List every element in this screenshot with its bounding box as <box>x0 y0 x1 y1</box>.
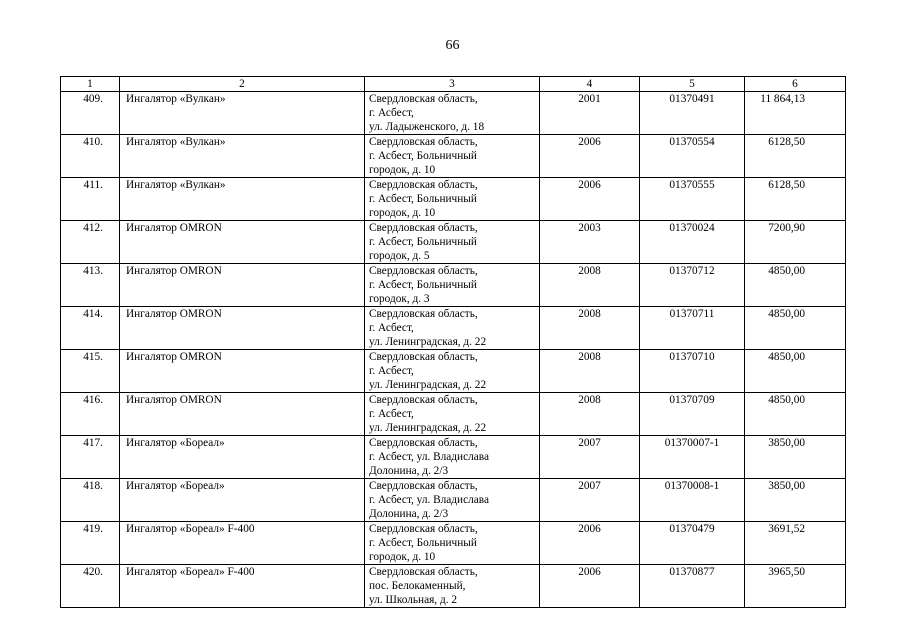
address-line: Долонина, д. 2/3 <box>369 465 449 477</box>
inventory-number-cell: 01370877 <box>640 565 745 608</box>
address-line: Свердловская область, <box>369 265 478 277</box>
row-number-cell: 412. <box>61 221 120 264</box>
cost-cell: 4850,00 <box>745 264 846 307</box>
address-line: г. Асбест, Больничный <box>369 279 477 291</box>
table-row <box>61 221 846 264</box>
address-line: ул. Ладыженского, д. 18 <box>369 121 485 133</box>
year-cell: 2008 <box>540 264 640 307</box>
cost-cell: 4850,00 <box>745 350 846 393</box>
address-line: ул. Ленинградская, д. 22 <box>369 336 487 348</box>
row-number-cell: 420. <box>61 565 120 608</box>
address-cell <box>365 393 540 436</box>
row-number-cell: 418. <box>61 479 120 522</box>
address-line: г. Асбест, <box>369 322 414 334</box>
column-header: 6 <box>745 77 846 92</box>
address-line: городок, д. 3 <box>369 293 430 305</box>
cost-cell: 7200,90 <box>745 221 846 264</box>
year-cell: 2007 <box>540 479 640 522</box>
table-row <box>61 522 846 565</box>
address-line: Свердловская область, <box>369 93 478 105</box>
inventory-number-cell: 01370709 <box>640 393 745 436</box>
row-number-cell: 414. <box>61 307 120 350</box>
address-cell <box>365 178 540 221</box>
year-cell: 2006 <box>540 135 640 178</box>
address-cell <box>365 307 540 350</box>
table-row <box>61 178 846 221</box>
column-header: 5 <box>640 77 745 92</box>
table-row <box>61 479 846 522</box>
inventory-number-cell: 01370008-1 <box>640 479 745 522</box>
address-cell <box>365 221 540 264</box>
address-cell <box>365 479 540 522</box>
address-line: Долонина, д. 2/3 <box>369 508 449 520</box>
address-line: Свердловская область, <box>369 179 478 191</box>
year-cell: 2003 <box>540 221 640 264</box>
address-line: городок, д. 10 <box>369 164 436 176</box>
row-number-cell: 409. <box>61 92 120 135</box>
address-line: Свердловская область, <box>369 308 478 320</box>
address-cell <box>365 565 540 608</box>
address-cell <box>365 350 540 393</box>
address-line: ул. Ленинградская, д. 22 <box>369 379 487 391</box>
cost-cell: 3850,00 <box>745 479 846 522</box>
item-name-cell: Ингалятор «Вулкан» <box>120 135 365 178</box>
year-cell: 2006 <box>540 178 640 221</box>
inventory-number-cell: 01370491 <box>640 92 745 135</box>
inventory-number-cell: 01370710 <box>640 350 745 393</box>
item-name-cell: Ингалятор OMRON <box>120 350 365 393</box>
year-cell: 2007 <box>540 436 640 479</box>
cost-cell: 6128,50 <box>745 135 846 178</box>
address-line: Свердловская область, <box>369 394 478 406</box>
address-cell <box>365 522 540 565</box>
address-line: Свердловская область, <box>369 480 478 492</box>
inventory-number-cell: 01370479 <box>640 522 745 565</box>
inventory-number-cell: 01370555 <box>640 178 745 221</box>
item-name-cell: Ингалятор «Бореал» <box>120 436 365 479</box>
inventory-number-cell: 01370007-1 <box>640 436 745 479</box>
row-number-cell: 413. <box>61 264 120 307</box>
address-line: городок, д. 5 <box>369 250 430 262</box>
address-cell <box>365 135 540 178</box>
column-header: 3 <box>365 77 540 92</box>
address-line: Свердловская область, <box>369 351 478 363</box>
item-name-cell: Ингалятор «Бореал» F-400 <box>120 565 365 608</box>
cost-cell: 11 864,13 <box>745 92 846 135</box>
item-name-cell: Ингалятор OMRON <box>120 221 365 264</box>
address-cell <box>365 264 540 307</box>
address-line: г. Асбест, Больничный <box>369 150 477 162</box>
property-register-table <box>60 76 846 608</box>
address-line: Свердловская область, <box>369 437 478 449</box>
address-line: г. Асбест, <box>369 107 414 119</box>
address-line: г. Асбест, Больничный <box>369 193 477 205</box>
column-header: 1 <box>61 77 120 92</box>
row-number-cell: 416. <box>61 393 120 436</box>
row-number-cell: 410. <box>61 135 120 178</box>
cost-cell: 4850,00 <box>745 393 846 436</box>
address-line: Свердловская область, <box>369 222 478 234</box>
item-name-cell: Ингалятор «Бореал» F-400 <box>120 522 365 565</box>
row-number-cell: 415. <box>61 350 120 393</box>
address-line: ул. Ленинградская, д. 22 <box>369 422 487 434</box>
item-name-cell: Ингалятор «Бореал» <box>120 479 365 522</box>
address-line: ул. Школьная, д. 2 <box>369 594 457 606</box>
address-line: г. Асбест, <box>369 365 414 377</box>
table-row <box>61 135 846 178</box>
year-cell: 2008 <box>540 393 640 436</box>
address-line: г. Асбест, <box>369 408 414 420</box>
table-row <box>61 565 846 608</box>
cost-cell: 4850,00 <box>745 307 846 350</box>
year-cell: 2006 <box>540 522 640 565</box>
address-line: г. Асбест, ул. Владислава <box>369 494 489 506</box>
register-body <box>61 77 846 608</box>
column-number-row <box>61 77 846 92</box>
address-line: пос. Белокаменный, <box>369 580 466 592</box>
address-line: г. Асбест, Больничный <box>369 236 477 248</box>
address-line: Свердловская область, <box>369 136 478 148</box>
table-row <box>61 92 846 135</box>
year-cell: 2008 <box>540 350 640 393</box>
item-name-cell: Ингалятор «Вулкан» <box>120 178 365 221</box>
cost-cell: 6128,50 <box>745 178 846 221</box>
address-line: городок, д. 10 <box>369 207 436 219</box>
address-cell <box>365 436 540 479</box>
item-name-cell: Ингалятор «Вулкан» <box>120 92 365 135</box>
address-line: Свердловская область, <box>369 566 478 578</box>
row-number-cell: 417. <box>61 436 120 479</box>
address-line: Свердловская область, <box>369 523 478 535</box>
year-cell: 2006 <box>540 565 640 608</box>
cost-cell: 3850,00 <box>745 436 846 479</box>
inventory-number-cell: 01370712 <box>640 264 745 307</box>
address-cell <box>365 92 540 135</box>
item-name-cell: Ингалятор OMRON <box>120 307 365 350</box>
year-cell: 2001 <box>540 92 640 135</box>
row-number-cell: 419. <box>61 522 120 565</box>
table-row <box>61 350 846 393</box>
inventory-number-cell: 01370711 <box>640 307 745 350</box>
cost-cell: 3965,50 <box>745 565 846 608</box>
row-number-cell: 411. <box>61 178 120 221</box>
cost-cell: 3691,52 <box>745 522 846 565</box>
address-line: городок, д. 10 <box>369 551 436 563</box>
table-row <box>61 264 846 307</box>
column-header: 4 <box>540 77 640 92</box>
item-name-cell: Ингалятор OMRON <box>120 393 365 436</box>
table-row <box>61 307 846 350</box>
table-row <box>61 393 846 436</box>
address-line: г. Асбест, ул. Владислава <box>369 451 489 463</box>
year-cell: 2008 <box>540 307 640 350</box>
inventory-number-cell: 01370024 <box>640 221 745 264</box>
item-name-cell: Ингалятор OMRON <box>120 264 365 307</box>
inventory-number-cell: 01370554 <box>640 135 745 178</box>
page-number: 66 <box>445 38 460 53</box>
column-header: 2 <box>120 77 365 92</box>
address-line: г. Асбест, Больничный <box>369 537 477 549</box>
table-row <box>61 436 846 479</box>
